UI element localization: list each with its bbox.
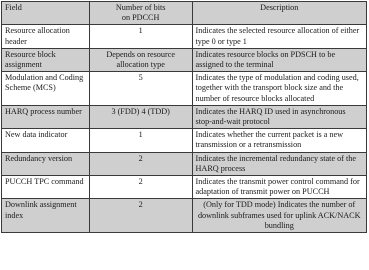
header-bits-line2: on PDCCH	[121, 13, 160, 23]
row-field: Redundancy version	[2, 152, 90, 175]
row-bits: 2	[89, 176, 192, 199]
table-row	[2, 199, 367, 233]
row-field: PUCCH TPC command	[2, 176, 90, 199]
row-description: Indicates the HARQ ID used in asynchronous stop-and-wait protocol	[192, 105, 366, 128]
table-header-row	[2, 2, 367, 25]
header-bits	[89, 2, 192, 25]
row-description: Indicates the selected resource allocation of either type 0 or type 1	[192, 25, 366, 48]
row-description: Indicates the type of modulation and coding used, together with the transport block size and the number of resource blocks allocated	[192, 72, 366, 106]
table-row	[2, 176, 367, 199]
dci-fields-table	[1, 1, 367, 233]
row-field: HARQ process number	[2, 105, 90, 128]
row-bits: 2	[89, 199, 192, 233]
table-row	[2, 152, 367, 175]
row-bits: 1	[89, 25, 192, 48]
row-bits: 2	[89, 152, 192, 175]
table-row	[2, 48, 367, 71]
header-description: Description	[192, 2, 366, 25]
row-bits: 5	[89, 72, 192, 106]
table-row	[2, 72, 367, 106]
row-description: Indicates resource blocks on PDSCH to be assigned to the terminal	[192, 48, 366, 71]
row-bits: 3 (FDD) 4 (TDD)	[89, 105, 192, 128]
row-description: Indicates the transmit power control command for adaptation of transmit power on PUCCH	[192, 176, 366, 199]
table-row	[2, 129, 367, 152]
row-description: (Only for TDD mode) Indicates the number of downlink subframes used for uplink ACK/NACK bundling	[192, 199, 366, 233]
row-field: Downlink assignment index	[2, 199, 90, 233]
row-description: Indicates whether the current packet is a new transmission or a retransmission	[192, 129, 366, 152]
header-field: Field	[2, 2, 90, 25]
row-field: New data indicator	[2, 129, 90, 152]
row-field: Resource block assignment	[2, 48, 90, 71]
row-field: Modulation and Coding Scheme (MCS)	[2, 72, 90, 106]
table-row	[2, 25, 367, 48]
row-bits: Depends on resource allocation type	[89, 48, 192, 71]
header-bits-line1: Number of bits	[115, 3, 166, 12]
table-row	[2, 105, 367, 128]
row-description: Indicates the incremental redundancy state of the HARQ process	[192, 152, 366, 175]
row-field: Resource allocation header	[2, 25, 90, 48]
row-bits: 1	[89, 129, 192, 152]
